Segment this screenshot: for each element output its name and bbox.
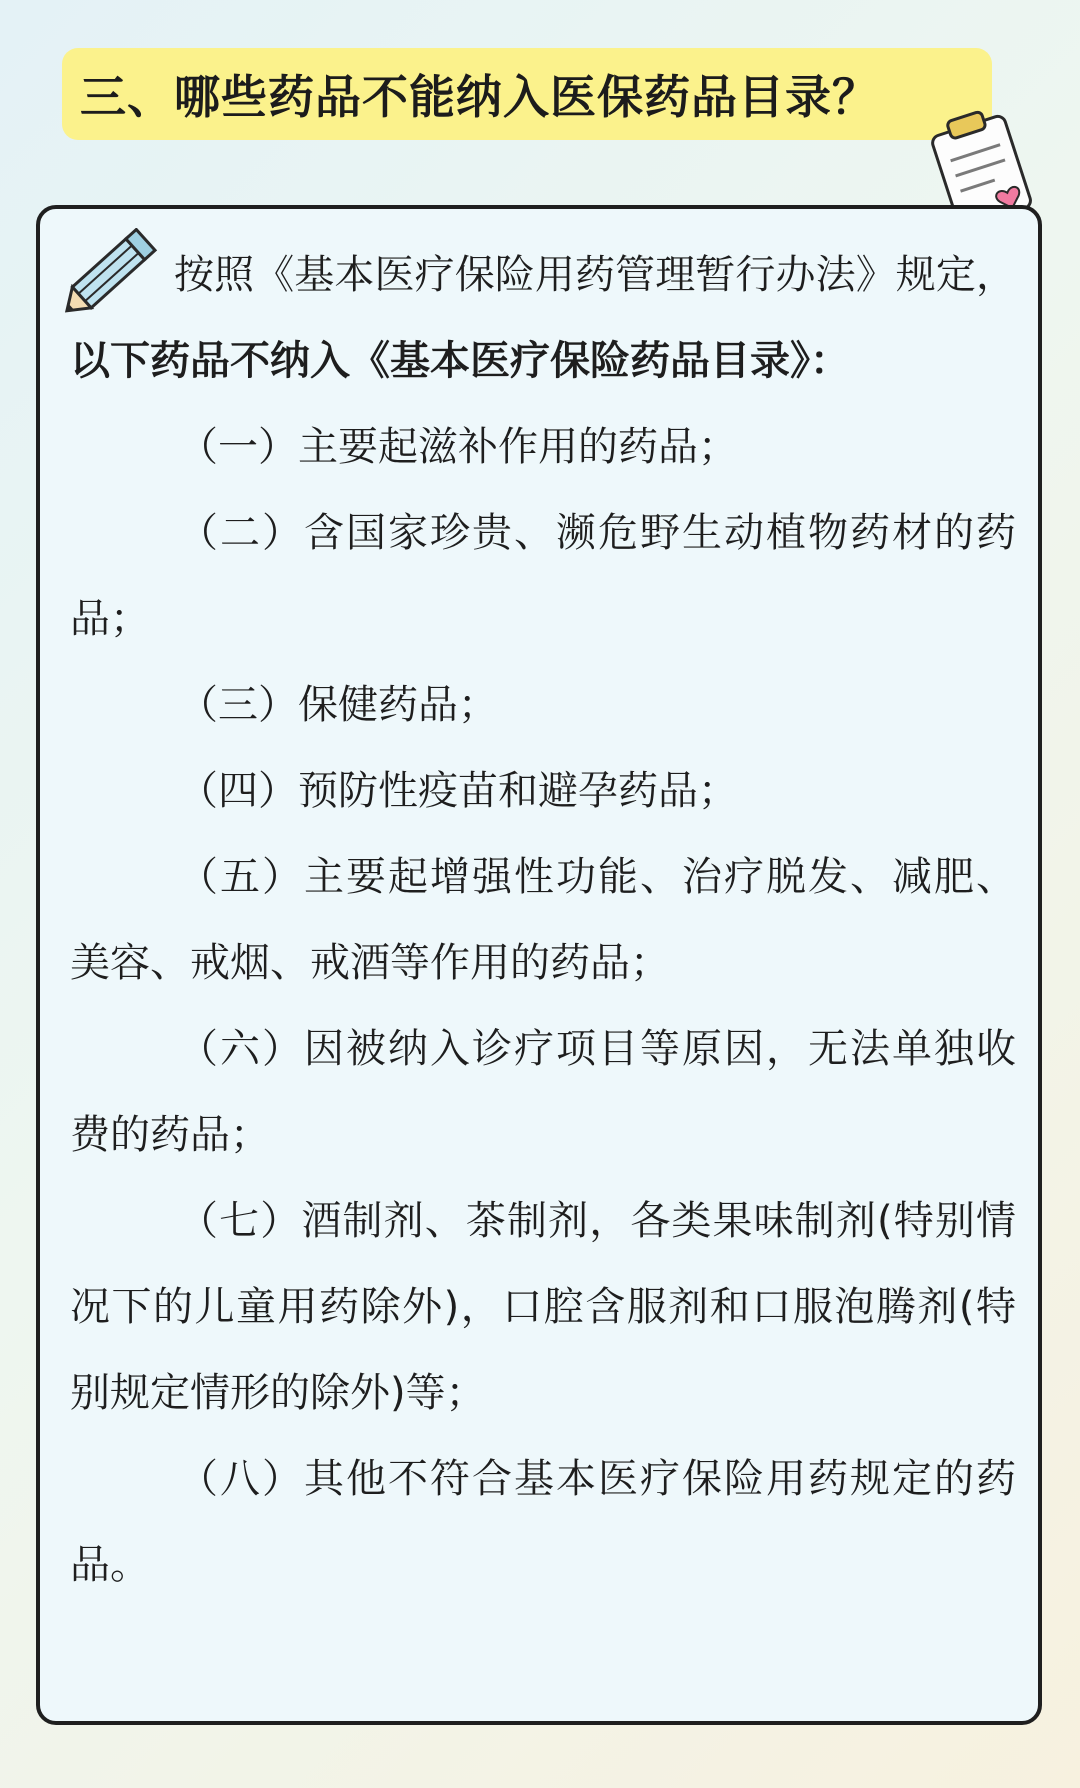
list-item: （二）含国家珍贵、濒危野生动植物药材的药品； xyxy=(70,510,1016,642)
list-item: （一）主要起滋补作用的药品； xyxy=(178,424,738,470)
page-title: 三、哪些药品不能纳入医保药品目录？ xyxy=(80,70,879,124)
list-item: （五）主要起增强性功能、治疗脱发、减肥、美容、戒烟、戒酒等作用的药品； xyxy=(70,854,1016,986)
content-text xyxy=(70,232,1016,1608)
intro-emphasis: 以下药品不纳入《基本医疗保险药品目录》： xyxy=(70,338,850,384)
intro-lead: 按照《基本医疗保险用药管理暂行办法》规定， xyxy=(174,252,1016,298)
intro-paragraph xyxy=(70,232,1016,404)
title-banner xyxy=(62,48,992,140)
list-item: （四）预防性疫苗和避孕药品； xyxy=(178,768,738,814)
list-item: （八）其他不符合基本医疗保险用药规定的药品。 xyxy=(70,1456,1016,1588)
list-item: （三）保健药品； xyxy=(178,682,498,728)
list-item: （六）因被纳入诊疗项目等原因，无法单独收费的药品； xyxy=(70,1026,1016,1158)
list-item: （七）酒制剂、茶制剂，各类果味制剂(特别情况下的儿童用药除外)，口腔含服剂和口服泡腾剂(特别规定情形的除外)等； xyxy=(70,1198,1016,1416)
